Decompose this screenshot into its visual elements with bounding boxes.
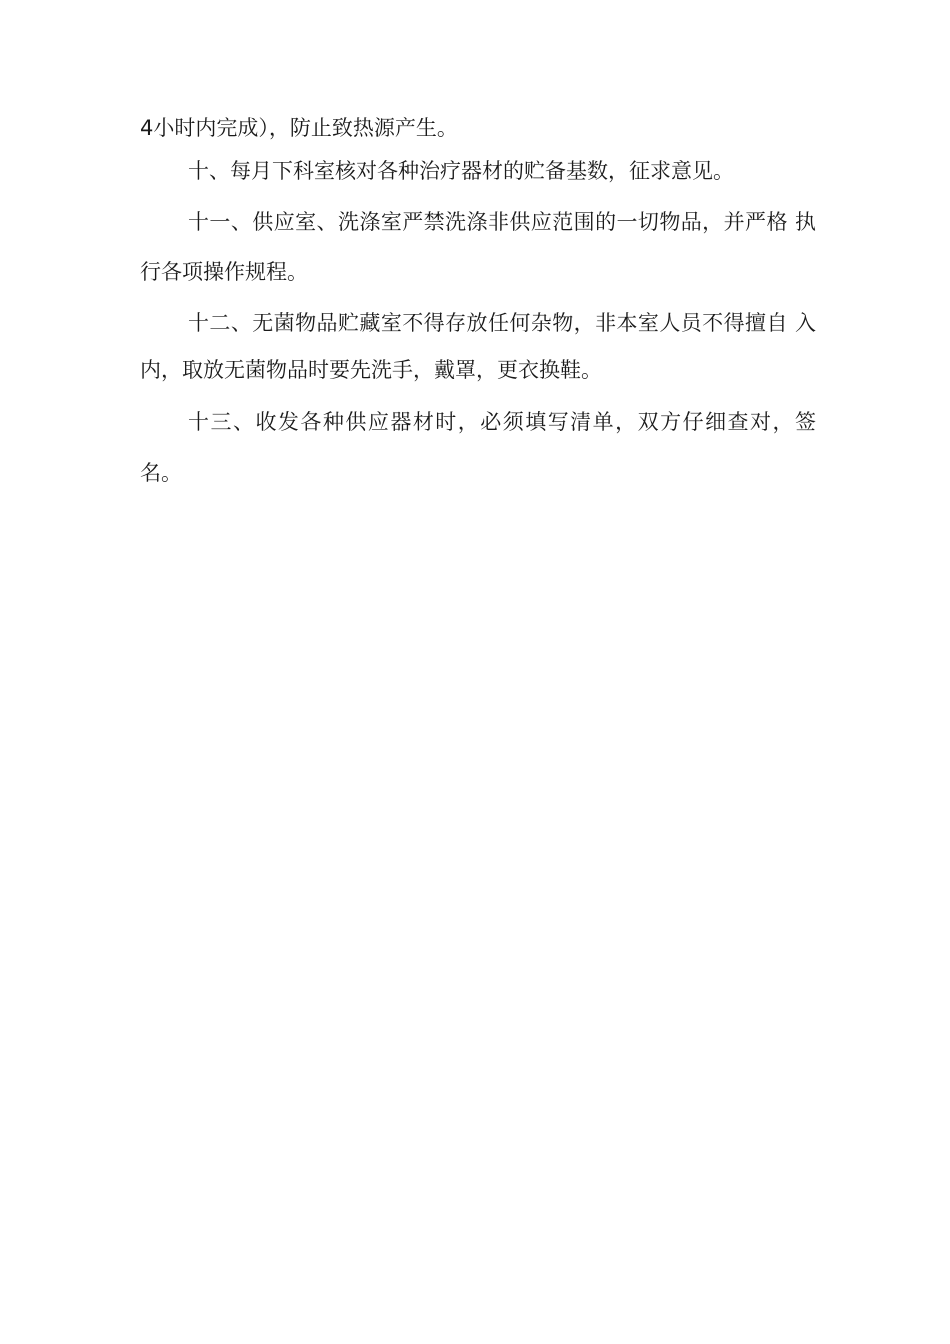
paragraph-11-line-2: 行各项操作规程。 <box>140 260 308 284</box>
paragraph-12-line-2: 内，取放无菌物品时要先洗手，戴罩，更衣换鞋。 <box>140 358 602 382</box>
paragraph-continuation-line-1: 4小时内完成），防止致热源产生。 <box>140 116 458 140</box>
paragraph-12-line-1: 十二、无菌物品贮藏室不得存放任何杂物，非本室人员不得擅自 入 <box>188 311 816 335</box>
paragraph-13-line-2: 名。 <box>140 461 182 485</box>
paragraph-10-line-1: 十、每月下科室核对各种治疗器材的贮备基数，征求意见。 <box>188 159 734 183</box>
paragraph-11-line-1: 十一、供应室、洗涤室严禁洗涤非供应范围的一切物品，并严格 执 <box>188 210 816 234</box>
paragraph-13-line-1: 十三、收发各种供应器材时，必须填写清单，双方仔细查对，签 <box>188 410 816 434</box>
